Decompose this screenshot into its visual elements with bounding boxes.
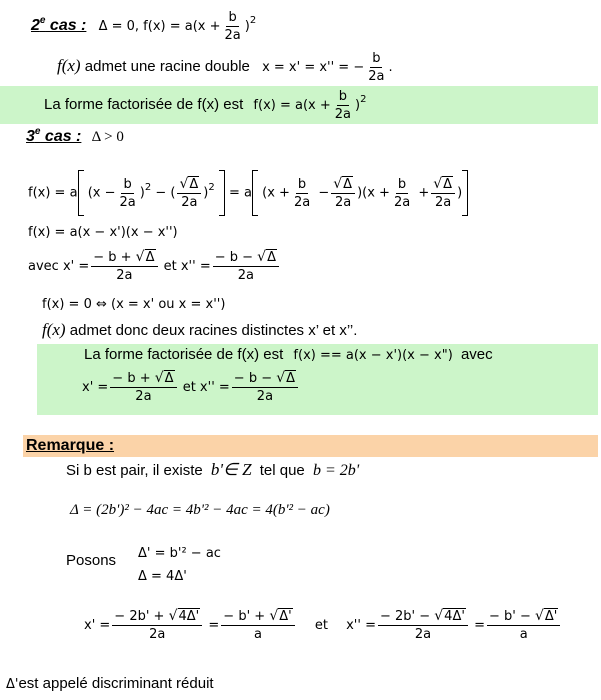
cas2-forme-line: La forme factorisée de f(x) est f(x) = a(x + $\frac{b}{2a}$ )$^2$ bbox=[44, 89, 367, 122]
cas3-forme-line: La forme factorisée de f(x) est f(x) == a(x − x')(x − x") avec bbox=[84, 346, 493, 363]
remarque-posons: Posons bbox=[66, 552, 117, 569]
cas2-title: 2e cas : Δ = 0, f(x) = a(x + $\frac{b}{2a}$ )$^2$ bbox=[31, 10, 257, 43]
remarque-line1: Si b est pair, il existe b'∈ Z tel que b = 2b' bbox=[66, 460, 360, 479]
cas2-racine-line: f(x) admet une racine double x = x' = x'' = − $\frac{b}{2a}$ . bbox=[57, 51, 393, 84]
remarque-posons-l2: Δ = 4Δ' bbox=[138, 569, 187, 584]
remarque-roots: x' = $\frac{- 2b' + √4\Delta'}{2a}$ = $\frac{- b' + √\Delta'}{a}$ et x'' = $\frac{- 2b' - √4\Delta'}{2a}$ = $\frac{- b' - √\Delta'}{a}$ bbox=[84, 608, 562, 643]
remarque-reduit: Δ'est appelé discriminant réduit bbox=[6, 675, 214, 692]
cas3-title: 3e cas : Δ > 0 bbox=[26, 126, 124, 145]
cas3-forme-roots: x' = $\frac{- b + √\Delta}{2a}$ et x'' = $\frac{- b - √\Delta}{2a}$ bbox=[82, 370, 300, 405]
cas3-expansion: f(x) = a (x − $\frac{b}{2a}$ )$^2$ − ( $\frac{√\Delta}{2a}$ )$^2$ = a (x + $\frac{b}{2a}$ − $\frac{√\Delta}{2a}$ )(x + $\frac{b}{2a}$ + $\frac{√\Delta}{2a}$ ) bbox=[28, 170, 468, 216]
remarque-posons-l1: Δ' = b'² − ac bbox=[138, 546, 221, 561]
remarque-delta-eq: Δ = (2b')² − 4ac = 4b'² − 4ac = 4(b'² − ac) bbox=[70, 502, 330, 518]
cas3-zero-line: f(x) = 0 ⇔ (x = x' ou x = x'') bbox=[42, 297, 226, 312]
cas2-formula: Δ = 0, f(x) = a(x + $\frac{b}{2a}$ )$^2$ bbox=[98, 10, 257, 43]
remarque-title: Remarque : bbox=[26, 437, 115, 454]
cas3-roots-line: avec x' = $\frac{- b + √\Delta}{2a}$ et x'' = $\frac{- b - √\Delta}{2a}$ bbox=[28, 249, 281, 284]
cas3-factor-line: f(x) = a(x − x')(x − x'') bbox=[28, 225, 178, 240]
cas3-distinct-line: f(x) admet donc deux racines distinctes x’ et x’’. bbox=[42, 320, 358, 339]
